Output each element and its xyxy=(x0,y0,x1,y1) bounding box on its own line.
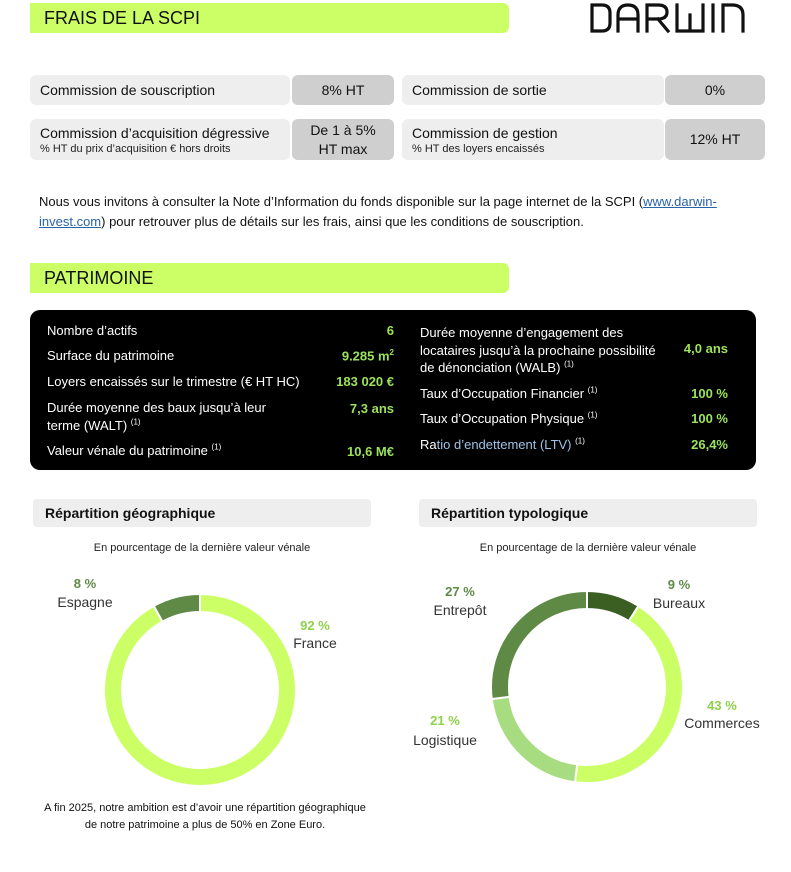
typo-logistique-pct: 21 % xyxy=(430,713,460,728)
kpi-walb-value: 4,0 ans xyxy=(683,341,728,356)
geo-panel-subtitle: En pourcentage de la dernière valeur vénale xyxy=(93,542,311,554)
kpi-walt-value: 7,3 ans xyxy=(349,401,394,416)
kpi-top-value: 100 % xyxy=(691,411,728,426)
kpi-asset-count-label: Nombre d’actifs xyxy=(47,323,138,338)
kpi-market-value-footnote-mark: (1) xyxy=(211,442,222,452)
kpi-walb-label xyxy=(420,324,656,377)
geo-panel-header: Répartition géographique xyxy=(33,499,371,527)
management-fee-value: 12% HT xyxy=(665,119,765,160)
kpi-ltv-footnote-mark: (1) xyxy=(575,436,585,446)
typo-panel-subtitle: En pourcentage de la dernière valeur vénale xyxy=(479,542,697,554)
geo-espagne-pct: 8 % xyxy=(73,576,97,591)
kpi-rent-value: 183 020 € xyxy=(336,374,394,389)
geo-donut-chart xyxy=(90,580,310,800)
kpi-top-label xyxy=(420,410,597,428)
typo-entrepot-pct: 27 % xyxy=(445,584,475,599)
typo-slice-entrept xyxy=(491,591,587,699)
notice-text-after: ) pour retrouver plus de détails sur les frais, ainsi que les conditions de souscription. xyxy=(101,213,584,229)
exit-fee-text: Commission de sortie xyxy=(412,82,547,98)
kpi-walb-footnote-mark: (1) xyxy=(564,359,574,369)
kpi-top-text: Taux d’Occupation Physique xyxy=(420,411,585,426)
subscription-fee-label xyxy=(30,75,290,105)
subscription-fee-text: Commission de souscription xyxy=(40,82,216,98)
fees-section-title: FRAIS DE LA SCPI xyxy=(44,8,201,28)
kpi-top-footnote-mark: (1) xyxy=(587,410,598,420)
typo-bureaux-pct: 9 % xyxy=(667,577,691,592)
kpi-walt-footnote-mark: (1) xyxy=(130,417,141,427)
typo-panel-header: Répartition typologique xyxy=(419,499,757,527)
geo-slice-france xyxy=(104,594,296,786)
darwin-website-link-part2: invest.com xyxy=(39,213,102,229)
acquisition-fee-value xyxy=(292,119,394,160)
kpi-ltv-text-tail: tio d’endettement (LTV) xyxy=(436,437,572,452)
kpi-market-value-text: Valeur vénale du patrimoine xyxy=(47,443,208,458)
geo-ambition-note: A fin 2025, notre ambition est d’avoir une répartition géographique de notre patrimoine a plus de 50% en Zone Euro. xyxy=(44,802,366,831)
acquisition-fee-text: Commission d’acquisition dégressive xyxy=(40,124,270,141)
typo-commerces-pct: 43 % xyxy=(707,698,737,713)
management-fee-subtext: % HT des loyers encaissés xyxy=(412,142,545,155)
geo-france-pct: 92 % xyxy=(300,618,330,633)
kpi-market-value-value: 10,6 M€ xyxy=(347,444,394,459)
fees-notice xyxy=(39,192,759,231)
kpi-surface-value xyxy=(314,348,394,363)
exit-fee-label xyxy=(402,75,664,105)
geo-espagne-label: Espagne xyxy=(57,594,113,610)
patrimoine-section-title: PATRIMOINE xyxy=(44,268,154,288)
kpi-tof-footnote-mark: (1) xyxy=(587,385,598,395)
kpi-ltv-label xyxy=(420,436,585,454)
kpi-market-value-label xyxy=(47,442,221,460)
kpi-walt-label-line2: terme (WALT) xyxy=(47,417,128,433)
typo-entrepot-label: Entrepôt xyxy=(433,602,487,618)
notice-text-before: Nous vous invitons à consulter la Note d’Information du fonds disponible sur la page internet de la SCPI ( xyxy=(39,194,644,209)
kpi-tof-text: Taux d’Occupation Financier xyxy=(420,386,585,401)
kpi-walt-label xyxy=(47,399,266,434)
acquisition-fee-value-line2: HT max xyxy=(318,140,368,157)
acquisition-fee-label xyxy=(30,119,290,160)
kpi-surface-unit-exponent: 2 xyxy=(389,348,394,357)
kpi-surface-number: 9.285 m xyxy=(341,348,390,364)
kpi-ltv-text-head: Ra xyxy=(420,437,437,452)
patrimoine-kpi-panel xyxy=(30,310,756,470)
management-fee-text: Commission de gestion xyxy=(412,124,558,141)
kpi-tof-value: 100 % xyxy=(691,386,728,401)
darwin-website-link-part1: www.darwin- xyxy=(643,194,717,209)
management-fee-label xyxy=(402,119,664,160)
kpi-surface-label: Surface du patrimoine xyxy=(47,348,175,363)
acquisition-fee-subtext: % HT du prix d’acquisition € hors droits xyxy=(40,142,231,155)
typo-logistique-label: Logistique xyxy=(413,732,477,748)
typo-commerces-label: Commerces xyxy=(684,715,760,731)
typo-bureaux-label: Bureaux xyxy=(652,595,706,611)
typo-slice-commerces xyxy=(575,606,683,783)
kpi-walb-label-line2: locataires jusqu’à la prochaine possibilité xyxy=(420,342,656,358)
exit-fee-value: 0% xyxy=(665,75,765,105)
kpi-tof-label xyxy=(420,385,597,403)
kpi-walb-label-line3: de dénonciation (WALB) xyxy=(420,360,561,376)
kpi-walt-label-line1: Durée moyenne des baux jusqu’à leur xyxy=(47,400,266,415)
kpi-rent-label: Loyers encaissés sur le trimestre (€ HT HC) xyxy=(47,374,300,389)
kpi-ltv-value: 26,4% xyxy=(691,437,728,452)
geo-france-label: France xyxy=(293,635,337,651)
acquisition-fee-value-line1: De 1 à 5% xyxy=(310,121,376,138)
typo-slice-logistique xyxy=(492,697,577,782)
kpi-walb-label-line1: Durée moyenne d’engagement des xyxy=(420,325,624,340)
kpi-asset-count-value: 6 xyxy=(386,323,394,338)
subscription-fee-value: 8% HT xyxy=(292,75,394,105)
darwin-logo xyxy=(588,1,760,35)
geo-slice-espagne xyxy=(154,594,200,622)
